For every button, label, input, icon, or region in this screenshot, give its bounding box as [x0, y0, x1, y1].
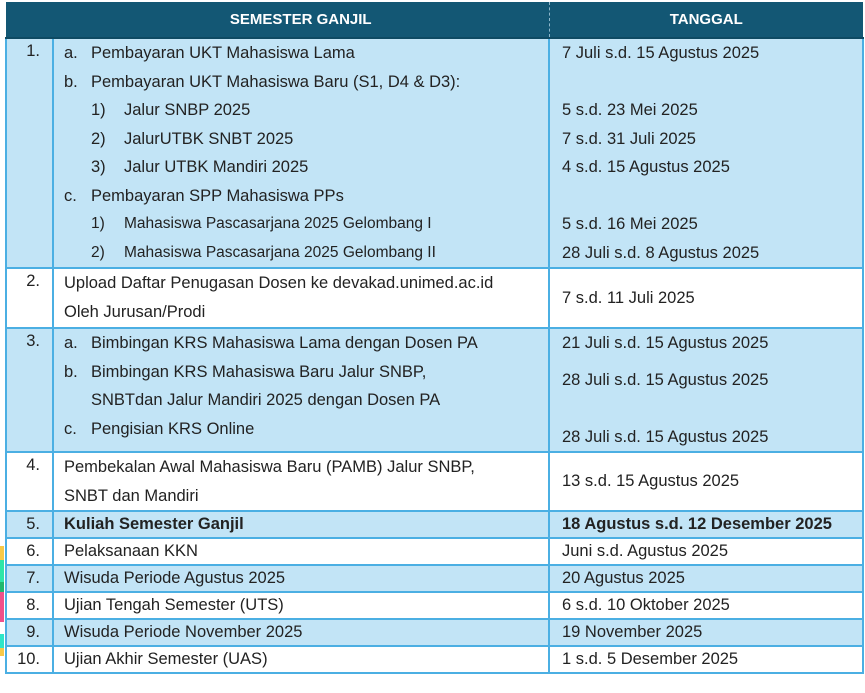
date-line: 21 Juli s.d. 15 Agustus 2025 [562, 334, 769, 352]
row-activity [53, 38, 549, 268]
sub-item-label: b. [64, 72, 78, 91]
decorative-strip-yellow [0, 546, 4, 560]
sub-item-label: 1) [91, 215, 105, 232]
row-activity: Ujian Tengah Semester (UTS) [53, 592, 549, 619]
activity-line: Oleh Jurusan/Prodi [64, 302, 206, 321]
row-activity: Wisuda Periode November 2025 [53, 619, 549, 646]
date-line: 7 Juli s.d. 15 Agustus 2025 [562, 44, 760, 62]
row-date: Juni s.d. Agustus 2025 [549, 538, 863, 565]
row-number: 3. [6, 328, 53, 452]
row-date: 20 Agustus 2025 [549, 565, 863, 592]
row-activity: Kuliah Semester Ganjil [53, 511, 549, 538]
row-number: 7. [6, 565, 53, 592]
sub-item [64, 415, 548, 444]
sub-item [64, 153, 548, 182]
table-header [6, 2, 863, 38]
row-number: 4. [6, 452, 53, 511]
sub-item-label: a. [64, 334, 78, 352]
date-line [562, 68, 862, 97]
sub-item-label: 2) [91, 243, 105, 261]
row-activity: Wisuda Periode Agustus 2025 [53, 565, 549, 592]
row-activity: Pelaksanaan KKN [53, 538, 549, 565]
sub-item-text: Bimbingan KRS Mahasiswa Lama dengan Dosen PA [91, 334, 478, 352]
decorative-strip-aqua [0, 634, 4, 648]
table-row [6, 328, 863, 452]
sub-item [64, 68, 548, 97]
sub-item-text: Bimbingan KRS Mahasiswa Baru Jalur SNBP, [91, 362, 427, 381]
row-number: 5. [6, 511, 53, 538]
date-line [562, 394, 862, 423]
sub-item-text: Jalur SNBP 2025 [124, 101, 251, 119]
table-row [6, 646, 863, 673]
row-date: 13 s.d. 15 Agustus 2025 [549, 452, 863, 511]
table-row [6, 565, 863, 592]
row-number: 1. [6, 38, 53, 268]
table-row [6, 38, 863, 268]
date-line: 5 s.d. 16 Mei 2025 [562, 215, 698, 233]
date-line: 4 s.d. 15 Agustus 2025 [562, 158, 730, 176]
date-line: 28 Juli s.d. 8 Agustus 2025 [562, 243, 760, 262]
row-number: 10. [6, 646, 53, 673]
date-line: 28 Juli s.d. 15 Agustus 2025 [562, 370, 769, 389]
row-activity [53, 328, 549, 452]
activity-line: SNBT dan Mandiri [64, 486, 199, 505]
sub-item-text: Pembayaran UKT Mahasiswa Baru (S1, D4 & D3): [91, 72, 461, 91]
row-activity: Ujian Akhir Semester (UAS) [53, 646, 549, 673]
sub-item-text: Pembayaran UKT Mahasiswa Lama [91, 44, 355, 62]
row-date: 7 s.d. 11 Juli 2025 [549, 268, 863, 328]
sub-item-label: 3) [91, 158, 106, 176]
decorative-strip-pink [0, 592, 4, 622]
sub-item-text: JalurUTBK SNBT 2025 [124, 129, 294, 148]
sub-item [64, 210, 548, 239]
row-date: 6 s.d. 10 Oktober 2025 [549, 592, 863, 619]
row-number: 6. [6, 538, 53, 565]
table-row [6, 619, 863, 646]
decorative-strip-teal [0, 560, 4, 582]
activity-line: Pembekalan Awal Mahasiswa Baru (PAMB) Jalur SNBP, [64, 458, 475, 476]
date-line: 28 Juli s.d. 15 Agustus 2025 [562, 427, 769, 446]
table-row [6, 511, 863, 538]
sub-item-text: Mahasiswa Pascasarjana 2025 Gelombang I [124, 215, 432, 232]
sub-item-text: Pengisian KRS Online [91, 419, 255, 438]
row-activity [53, 268, 549, 328]
academic-calendar-table [5, 2, 864, 674]
activity-line: Upload Daftar Penugasan Dosen ke devakad.unimed.ac.id [64, 274, 494, 292]
sub-item-text: Mahasiswa Pascasarjana 2025 Gelombang II [124, 243, 436, 261]
sub-item [64, 125, 548, 154]
sub-item [64, 329, 548, 358]
sub-item [64, 182, 548, 211]
date-line [562, 182, 862, 211]
row-number: 2. [6, 268, 53, 328]
row-date: 19 November 2025 [549, 619, 863, 646]
header-number [6, 2, 53, 38]
row-number: 9. [6, 619, 53, 646]
sub-item [64, 96, 548, 125]
sub-item [64, 358, 548, 387]
table-row [6, 268, 863, 328]
decorative-strip-green [0, 582, 4, 592]
date-line: 7 s.d. 31 Juli 2025 [562, 129, 696, 148]
decorative-strip-yellow-2 [0, 648, 4, 656]
sub-item-label: a. [64, 44, 78, 62]
sub-item-text: SNBTdan Jalur Mandiri 2025 dengan Dosen PA [91, 391, 441, 409]
sub-item-label: c. [64, 186, 77, 205]
table-row [6, 538, 863, 565]
row-date [549, 328, 863, 452]
sub-item-text: Pembayaran SPP Mahasiswa PPs [91, 186, 344, 205]
sub-item-label: 2) [91, 129, 106, 148]
table-row [6, 592, 863, 619]
sub-item-text: Jalur UTBK Mandiri 2025 [124, 158, 309, 176]
sub-item-label: 1) [91, 101, 106, 119]
sub-item-label: b. [64, 362, 78, 381]
row-date [549, 38, 863, 268]
header-date: TANGGAL [549, 2, 863, 38]
sub-item [64, 239, 548, 268]
date-line: 5 s.d. 23 Mei 2025 [562, 101, 698, 119]
header-activity: SEMESTER GANJIL [53, 2, 549, 38]
table-row [6, 452, 863, 511]
row-date: 1 s.d. 5 Desember 2025 [549, 646, 863, 673]
row-activity [53, 452, 549, 511]
row-date: 18 Agustus s.d. 12 Desember 2025 [549, 511, 863, 538]
sub-item-label: c. [64, 419, 77, 438]
sub-item [64, 386, 548, 415]
row-number: 8. [6, 592, 53, 619]
sub-item [64, 39, 548, 68]
